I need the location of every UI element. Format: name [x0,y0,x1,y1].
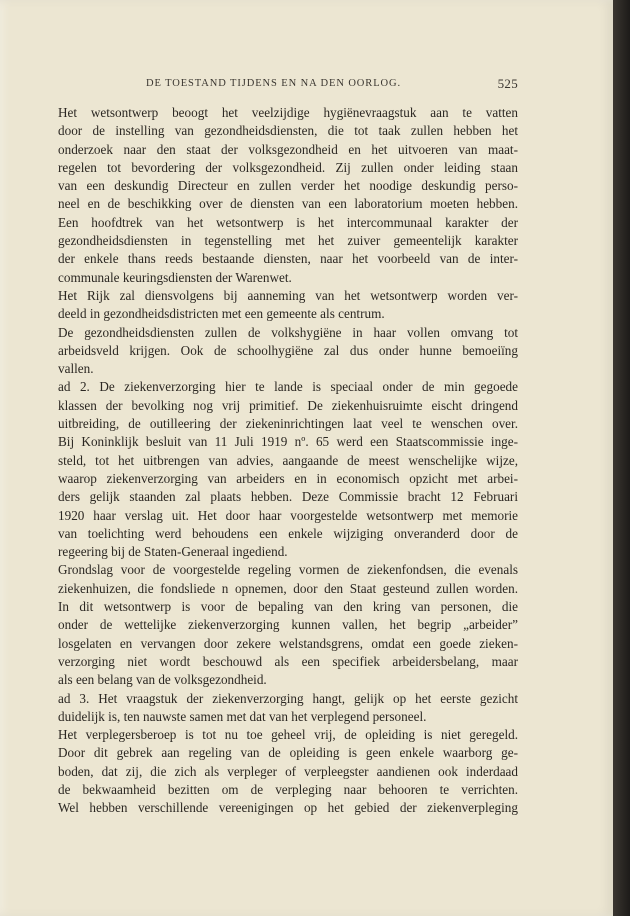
text-line: regelen tot bevordering der volksgezondheid. Zij zullen onder leiding staan [58,159,518,175]
text-line: vallen. [58,361,94,377]
text-line: uitbreiding, de outilleering der ziekeninrichtingen laat veel te wenschen over. [58,416,518,432]
page-number: 525 [497,76,518,91]
text-line: arbeidsveld krijgen. Ook de schoolhygiëne zal dus onder hunne bemoeiïng [58,342,518,358]
text-line: 1920 haar verslag uit. Het door haar voorgestelde wetsontwerp met memorie [58,507,518,523]
text-line: boden, dat zij, die zich als verpleger of verpleegster aandienen ook inderdaad [58,763,518,779]
text-line: door de instelling van gezondheidsdiensten, die tot taak zullen hebben het [58,123,518,139]
text-line: steld, tot het uitbrengen van advies, aangaande de meest wenschelijke wijze, [58,452,518,468]
text-line: ad 3. Het vraagstuk der ziekenverzorging hangt, gelijk op het eerste gezicht [58,690,518,706]
text-line: Een hoofdtrek van het wetsontwerp is het intercommunaal karakter der [58,214,518,230]
text-line: neel en de beschikking over de diensten van een laboratorium moeten hebben. [58,196,518,212]
text-line: Door dit gebrek aan regeling van de opleiding is geen enkele waarborg ge- [58,745,518,761]
text-line: Grondslag voor de voorgestelde regeling vormen de ziekenfondsen, die evenals [58,562,518,578]
text-line: duidelijk is, ten nauwste samen met dat van het verplegend personeel. [58,708,427,724]
text-line: als een belang van de volksgezondheid. [58,672,267,688]
text-line: Bij Koninklijk besluit van 11 Juli 1919 nº. 65 werd een Staatscommissie inge- [58,434,518,450]
text-line: In dit wetsontwerp is voor de bepaling van den kring van personen, die [58,599,518,615]
text-line: Het verplegersberoep is tot nu toe geheel vrij, de opleiding is niet geregeld. [58,727,518,743]
text-line: van een deskundig Directeur en zullen verder het noodige deskundig perso- [58,178,518,194]
text-line: losgelaten en vervangen door zekere welstandsgrens, omdat een goede zieken- [58,635,518,651]
text-line: waarop ziekenverzorging van arbeiders en in economisch opzicht met arbei- [58,470,518,486]
text-line: klassen der bevolking nog vrij primitief. De ziekenhuisruimte eischt dringend [58,397,518,413]
text-line: Wel hebben verschillende vereenigingen op het gebied der ziekenverpleging [58,800,518,816]
text-line: verzorging niet wordt beschouwd als een specifiek arbeidersbelang, maar [58,653,518,669]
text-line: ziekenhuizen, die fondsliede n opnemen, door den Staat gesteund zullen worden. [58,580,518,596]
text-line: van toelichting werd behoudens een enkele wijziging onveranderd door de [58,525,518,541]
text-line: De gezondheidsdiensten zullen de volkshygiëne in haar vollen omvang tot [58,324,518,340]
text-line: onder de wettelijke ziekenverzorging kunnen vallen, het begrip „arbeider” [58,617,518,633]
text-line: ad 2. De ziekenverzorging hier te lande is speciaal onder de min gegoede [58,379,518,395]
text-line: Het wetsontwerp beoogt het veelzijdige hygiënevraagstuk aan te vatten [58,105,518,120]
text-line: Het Rijk zal diensvolgens bij aanneming van het wetsontwerp worden ver- [58,287,518,303]
text-line: deeld in gezondheidsdistricten met een gemeente als centrum. [58,306,385,322]
text-line: communale keuringsdiensten der Warenwet. [58,269,292,285]
page-edge-shadow [613,0,630,916]
text-line: de bekwaamheid bezitten om de verpleging naar behooren te verrichten. [58,781,518,797]
text-line: gezondheidsdiensten in tegenstelling met het zuiver gemeentelijk karakter [58,233,518,249]
body-text [58,104,518,818]
text-line: regeering bij de Staten-Generaal ingediend. [58,544,288,560]
text-line: onderzoek naar den staat der volksgezondheid en het uitvoeren van maat- [58,141,518,157]
text-line: ders gelijk staanden zal plaats hebben. Deze Commissie bracht 12 Februari [58,489,518,505]
text-line: der enkele thans reeds bestaande diensten, naar het voorbeeld van de inter- [58,251,518,267]
running-head: DE TOESTAND TIJDENS EN NA DEN OORLOG. [146,78,401,89]
